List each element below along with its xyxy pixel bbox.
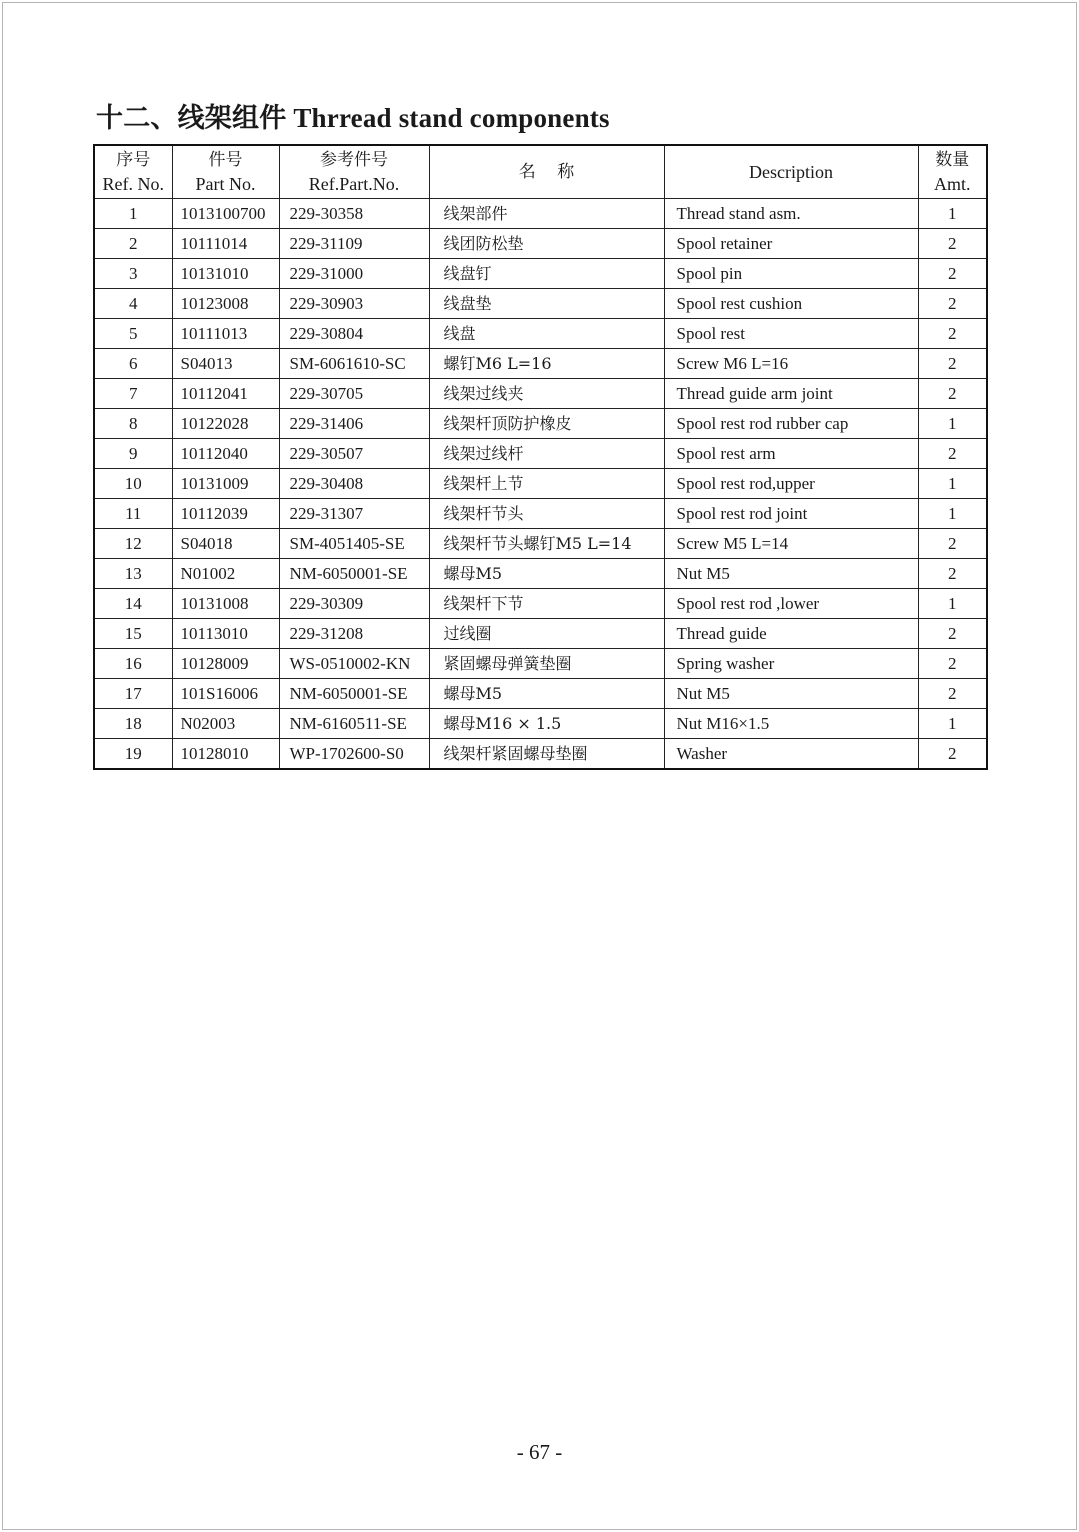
cell-amount: 2	[918, 349, 987, 379]
cell-amount: 2	[918, 619, 987, 649]
table-row	[94, 619, 987, 649]
cell-name: 紧固螺母弹簧垫圈	[429, 649, 664, 679]
cell-part-no: 10112040	[172, 439, 279, 469]
cell-name: 线盘钉	[429, 259, 664, 289]
cell-amount: 1	[918, 709, 987, 739]
cell-description: Screw M5 L=14	[664, 529, 918, 559]
cell-description: Spring washer	[664, 649, 918, 679]
cell-ref-no: 6	[94, 349, 172, 379]
cell-part-no: 10123008	[172, 289, 279, 319]
cell-part-no: 101S16006	[172, 679, 279, 709]
cell-part-no: 10112041	[172, 379, 279, 409]
table-row	[94, 289, 987, 319]
table-row	[94, 379, 987, 409]
cell-ref-no: 17	[94, 679, 172, 709]
cell-amount: 1	[918, 469, 987, 499]
cell-ref-no: 19	[94, 739, 172, 770]
table-row	[94, 409, 987, 439]
cell-description: Nut M5	[664, 559, 918, 589]
cell-name: 线架杆顶防护橡皮	[429, 409, 664, 439]
cell-part-no: 10112039	[172, 499, 279, 529]
table-row	[94, 709, 987, 739]
header-ref-no-cn: 序号	[116, 150, 151, 170]
cell-name: 线架杆下节	[429, 589, 664, 619]
cell-name: 线架杆紧固螺母垫圈	[429, 739, 664, 770]
table-header-row	[94, 145, 987, 199]
cell-ref-part-no: SM-4051405-SE	[279, 529, 429, 559]
cell-ref-part-no: NM-6160511-SE	[279, 709, 429, 739]
cell-description: Nut M16×1.5	[664, 709, 918, 739]
table-row	[94, 259, 987, 289]
cell-part-no: 10111013	[172, 319, 279, 349]
cell-name: 过线圈	[429, 619, 664, 649]
cell-ref-part-no: 229-31109	[279, 229, 429, 259]
cell-ref-part-no: 229-30358	[279, 199, 429, 229]
table-row	[94, 439, 987, 469]
cell-name: 螺钉M6 L=16	[429, 349, 664, 379]
cell-description: Screw M6 L=16	[664, 349, 918, 379]
table-row	[94, 499, 987, 529]
header-ref-part-no	[279, 145, 429, 199]
cell-amount: 2	[918, 529, 987, 559]
cell-description: Spool pin	[664, 259, 918, 289]
cell-name: 线架过线夹	[429, 379, 664, 409]
cell-ref-no: 15	[94, 619, 172, 649]
table-row	[94, 319, 987, 349]
cell-amount: 2	[918, 259, 987, 289]
cell-description: Spool retainer	[664, 229, 918, 259]
cell-part-no: 10131009	[172, 469, 279, 499]
cell-description: Spool rest arm	[664, 439, 918, 469]
cell-name: 螺母M5	[429, 559, 664, 589]
cell-ref-no: 16	[94, 649, 172, 679]
cell-ref-no: 8	[94, 409, 172, 439]
cell-name: 线盘垫	[429, 289, 664, 319]
cell-part-no: 10111014	[172, 229, 279, 259]
cell-ref-no: 1	[94, 199, 172, 229]
cell-ref-no: 10	[94, 469, 172, 499]
cell-part-no: 10131008	[172, 589, 279, 619]
page-title: 十二、线架组件 Thrread stand components	[96, 103, 610, 133]
page-number: - 67 -	[516, 1440, 563, 1464]
header-description	[664, 145, 918, 199]
header-ref-part-no-cn: 参考件号	[320, 150, 388, 170]
header-part-no-cn: 件号	[208, 150, 243, 170]
cell-amount: 2	[918, 439, 987, 469]
cell-ref-part-no: NM-6050001-SE	[279, 679, 429, 709]
cell-amount: 1	[918, 409, 987, 439]
cell-ref-no: 3	[94, 259, 172, 289]
cell-ref-part-no: 229-30804	[279, 319, 429, 349]
cell-name: 线团防松垫	[429, 229, 664, 259]
cell-ref-part-no: WP-1702600-S0	[279, 739, 429, 770]
header-amount-en: Amt.	[933, 174, 971, 194]
cell-name: 线架杆节头	[429, 499, 664, 529]
table-row	[94, 229, 987, 259]
cell-ref-no: 11	[94, 499, 172, 529]
cell-ref-no: 18	[94, 709, 172, 739]
cell-amount: 2	[918, 559, 987, 589]
cell-ref-part-no: 229-30507	[279, 439, 429, 469]
cell-name: 线架杆节头螺钉M5 L=14	[429, 529, 664, 559]
cell-ref-no: 7	[94, 379, 172, 409]
cell-amount: 2	[918, 739, 987, 770]
cell-description: Washer	[664, 739, 918, 770]
table-row	[94, 649, 987, 679]
cell-part-no: 10113010	[172, 619, 279, 649]
cell-ref-part-no: 229-31000	[279, 259, 429, 289]
header-ref-no-en: Ref. No.	[102, 174, 164, 194]
cell-ref-part-no: 229-31406	[279, 409, 429, 439]
cell-description: Spool rest cushion	[664, 289, 918, 319]
cell-ref-part-no: 229-31208	[279, 619, 429, 649]
cell-name: 线架杆上节	[429, 469, 664, 499]
cell-amount: 2	[918, 229, 987, 259]
header-description-en: Description	[749, 162, 833, 182]
cell-amount: 2	[918, 379, 987, 409]
cell-ref-part-no: 229-30408	[279, 469, 429, 499]
table-row	[94, 469, 987, 499]
cell-name: 线盘	[429, 319, 664, 349]
header-name-cn: 名 称	[518, 162, 575, 182]
cell-name: 螺母M5	[429, 679, 664, 709]
header-part-no	[172, 145, 279, 199]
parts-table	[93, 144, 988, 770]
table-row	[94, 739, 987, 770]
header-name	[429, 145, 664, 199]
cell-name: 线架部件	[429, 199, 664, 229]
cell-ref-no: 13	[94, 559, 172, 589]
cell-amount: 2	[918, 289, 987, 319]
cell-name: 螺母M16 × 1.5	[429, 709, 664, 739]
cell-part-no: N02003	[172, 709, 279, 739]
table-row	[94, 529, 987, 559]
cell-part-no: S04018	[172, 529, 279, 559]
cell-amount: 1	[918, 499, 987, 529]
cell-description: Spool rest rod ,lower	[664, 589, 918, 619]
cell-description: Spool rest rod joint	[664, 499, 918, 529]
cell-ref-no: 12	[94, 529, 172, 559]
cell-description: Spool rest rod rubber cap	[664, 409, 918, 439]
cell-part-no: 10122028	[172, 409, 279, 439]
cell-part-no: 10128009	[172, 649, 279, 679]
table-row	[94, 589, 987, 619]
cell-part-no: 1013100700	[172, 199, 279, 229]
cell-amount: 2	[918, 679, 987, 709]
cell-part-no: S04013	[172, 349, 279, 379]
cell-ref-part-no: 229-31307	[279, 499, 429, 529]
table-row	[94, 559, 987, 589]
cell-description: Nut M5	[664, 679, 918, 709]
header-ref-no	[94, 145, 172, 199]
cell-ref-no: 14	[94, 589, 172, 619]
cell-description: Thread stand asm.	[664, 199, 918, 229]
cell-ref-part-no: 229-30309	[279, 589, 429, 619]
cell-description: Spool rest	[664, 319, 918, 349]
cell-ref-part-no: WS-0510002-KN	[279, 649, 429, 679]
header-ref-part-no-en: Ref.Part.No.	[308, 174, 400, 194]
cell-ref-part-no: NM-6050001-SE	[279, 559, 429, 589]
cell-amount: 1	[918, 199, 987, 229]
cell-ref-part-no: SM-6061610-SC	[279, 349, 429, 379]
cell-ref-part-no: 229-30705	[279, 379, 429, 409]
table-row	[94, 679, 987, 709]
header-amount	[918, 145, 987, 199]
cell-part-no: 10128010	[172, 739, 279, 770]
cell-ref-no: 4	[94, 289, 172, 319]
table-row	[94, 199, 987, 229]
cell-amount: 2	[918, 319, 987, 349]
cell-ref-no: 9	[94, 439, 172, 469]
cell-description: Thread guide	[664, 619, 918, 649]
cell-description: Thread guide arm joint	[664, 379, 918, 409]
cell-ref-part-no: 229-30903	[279, 289, 429, 319]
table-row	[94, 349, 987, 379]
cell-part-no: 10131010	[172, 259, 279, 289]
header-amount-cn: 数量	[935, 150, 970, 170]
cell-description: Spool rest rod,upper	[664, 469, 918, 499]
cell-amount: 1	[918, 589, 987, 619]
cell-ref-no: 5	[94, 319, 172, 349]
header-part-no-en: Part No.	[195, 174, 256, 194]
cell-ref-no: 2	[94, 229, 172, 259]
cell-name: 线架过线杆	[429, 439, 664, 469]
cell-part-no: N01002	[172, 559, 279, 589]
cell-amount: 2	[918, 649, 987, 679]
